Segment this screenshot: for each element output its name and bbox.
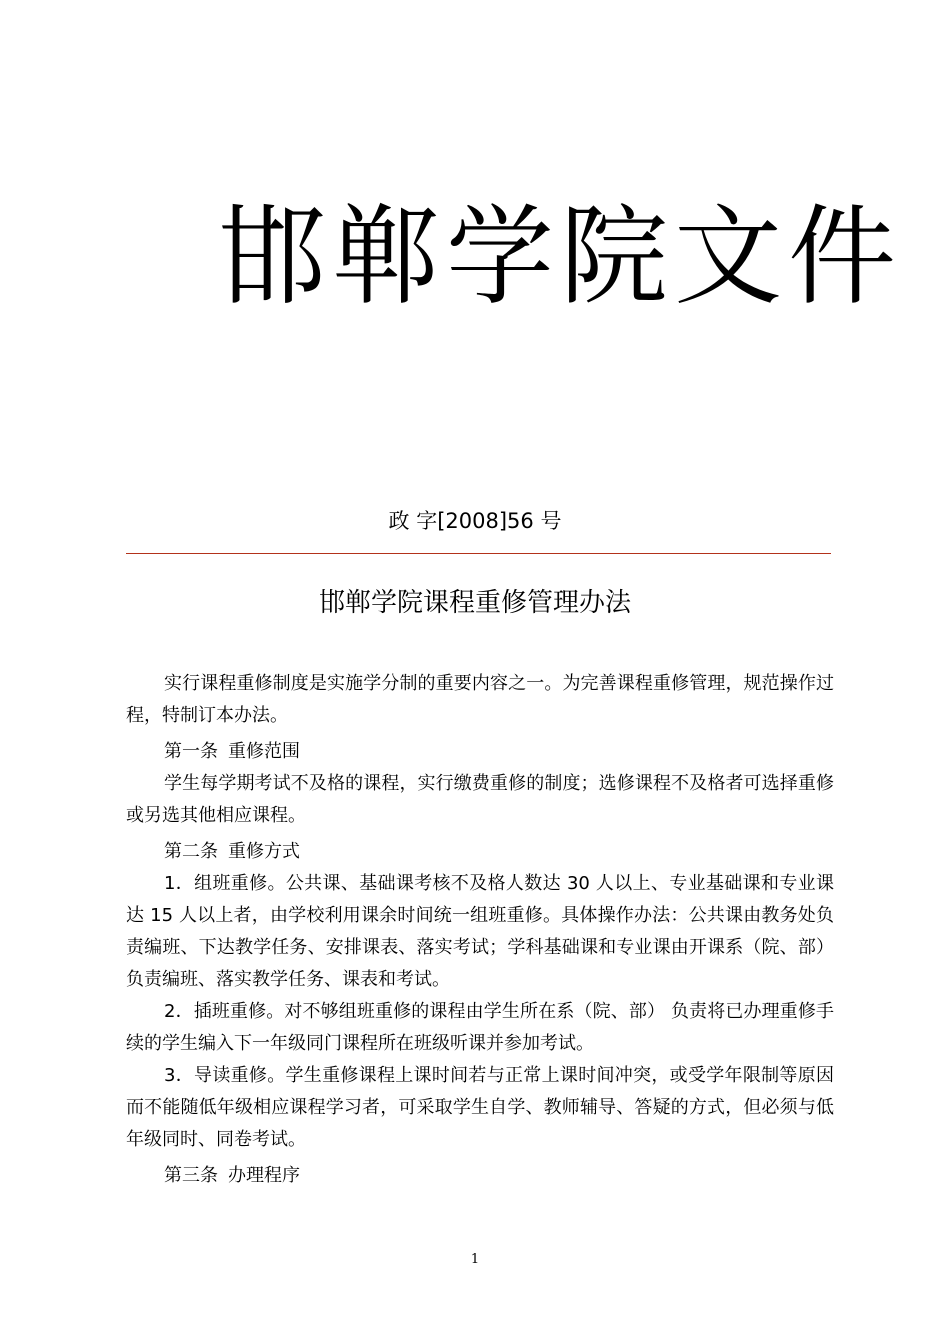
article-heading [126, 836, 834, 868]
document-header: 邯郸学院文件 [218, 195, 903, 320]
article-title: 重修范围 [228, 741, 300, 762]
body-paragraph: 1．组班重修。公共课、基础课考核不及格人数达 30 人以上、专业基础课和专业课达 15 人以上者，由学校利用课余时间统一组班重修。具体操作办法：公共课由教务处负责编班、下达教学任务、安排课表、落实考试；学科基础课和专业课由开课系（院、部）负责编班、落实教学任务、课表和考试。 [126, 873, 834, 990]
article-title: 办理程序 [228, 1165, 300, 1186]
header-divider [126, 553, 831, 554]
body-paragraph: 2．插班重修。对不够组班重修的课程由学生所在系（院、部） 负责将已办理重修手续的学生编入下一年级同门课程所在班级听课并参加考试。 [126, 1001, 834, 1054]
article-heading [126, 736, 834, 768]
body-paragraph: 3．导读重修。学生重修课程上课时间若与正常上课时间冲突，或受学年限制等原因而不能随低年级相应课程学习者，可采取学生自学、教师辅导、答疑的方式，但必须与低年级同时、同卷考试。 [126, 1065, 834, 1150]
article-heading [126, 1160, 834, 1192]
article-number: 第二条 [164, 841, 218, 862]
document-title: 邯郸学院课程重修管理办法 [318, 588, 631, 618]
document-body [126, 668, 834, 1192]
article-number: 第三条 [164, 1165, 218, 1186]
page-number: 1 [470, 1252, 480, 1267]
body-paragraph: 学生每学期考试不及格的课程，实行缴费重修的制度；选修课程不及格者可选择重修或另选其他相应课程。 [126, 773, 834, 826]
article-number: 第一条 [164, 741, 218, 762]
intro-paragraph: 实行课程重修制度是实施学分制的重要内容之一。为完善课程重修管理，规范操作过程，特制订本办法。 [126, 673, 834, 726]
article-title: 重修方式 [228, 841, 300, 862]
document-number: 政 字[2008]56 号 [388, 509, 562, 533]
